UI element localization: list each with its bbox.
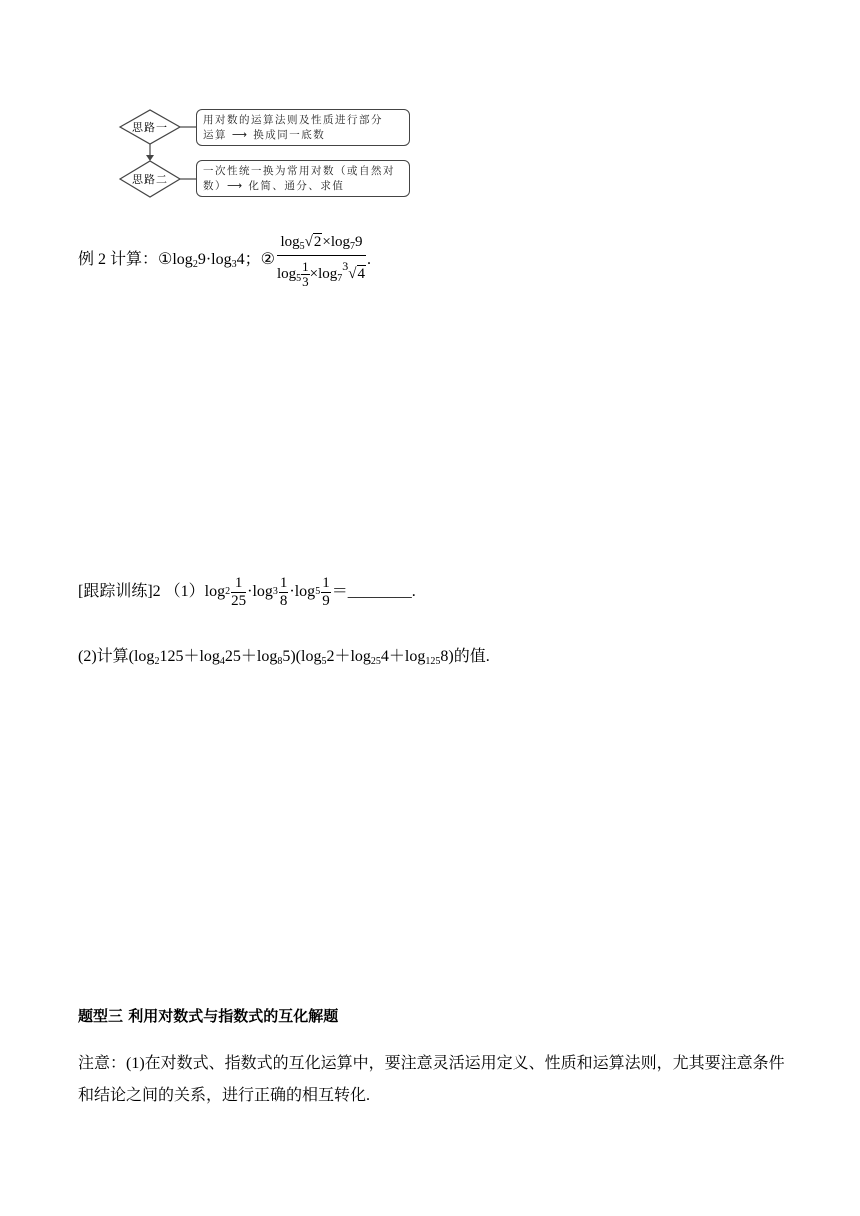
cube-root-4: $^3$√4 <box>342 258 365 282</box>
practice-2-q1: [跟踪训练]2 （1） log 2 $\frac{1}{25}$ ·log 3 $\frac{1}{8}$ ·log 5 $\frac{1}{9}$ ＝________. <box>78 574 416 609</box>
practice-label: [跟踪训练]2 （1） <box>78 583 205 600</box>
part2-numerator: $\log_5√2\times\log_79$ <box>277 231 366 256</box>
answer-blank: ＝________. <box>331 583 416 600</box>
sqrt-2: √2 <box>304 233 322 250</box>
den-inner-fraction: $\frac{1}{3}$ <box>302 259 309 290</box>
part2-fraction <box>277 231 366 289</box>
route1-label: 思路一 <box>132 121 168 134</box>
part2-prefix: ② <box>260 251 275 268</box>
fraction-1-8: $\frac{1}{8}$ <box>279 574 288 609</box>
example-2-label: 例 2 计算： <box>78 251 159 268</box>
route2-box <box>196 160 410 197</box>
fraction-1-25: $\frac{1}{25}$ <box>231 574 247 609</box>
example-2 <box>78 228 371 292</box>
route1-box <box>196 109 410 146</box>
practice-2-q2: (2)计算$(\log_2125+\log_425+\log_85)(\log_52+\log_{25}4+\log_{125}8)$的值. <box>78 648 490 667</box>
route2-text-line2: 数）⟶ 化简、通分、求值 <box>203 180 345 192</box>
down-arrow-icon <box>146 155 154 161</box>
part1-expression: $\log_29\cdot\log_34$； <box>172 251 261 270</box>
part2-denominator: $\log_5$ $\frac{1}{3}$ $\times\log_7^3√4$ <box>276 258 365 290</box>
route2-label: 思路二 <box>132 173 168 186</box>
route2-text-line1: 一次性统一换为常用对数（或自然对 <box>203 165 395 177</box>
section-3-title: 题型三 利用对数式与指数式的互化解题 <box>78 1007 339 1025</box>
section-3-note: 注意：(1)在对数式、指数式的互化运算中，要注意灵活运用定义、性质和运算法则，尤其要注意条件和结论之间的关系，进行正确的相互转化. <box>78 1055 785 1104</box>
route1-text-line2: 运算 ⟶ 换成同一底数 <box>203 129 326 141</box>
part2-period: . <box>367 251 371 268</box>
fraction-1-9: $\frac{1}{9}$ <box>322 574 330 609</box>
route1-text-line1: 用对数的运算法则及性质进行部分 <box>203 114 383 126</box>
part1-prefix: ① <box>158 251 173 268</box>
